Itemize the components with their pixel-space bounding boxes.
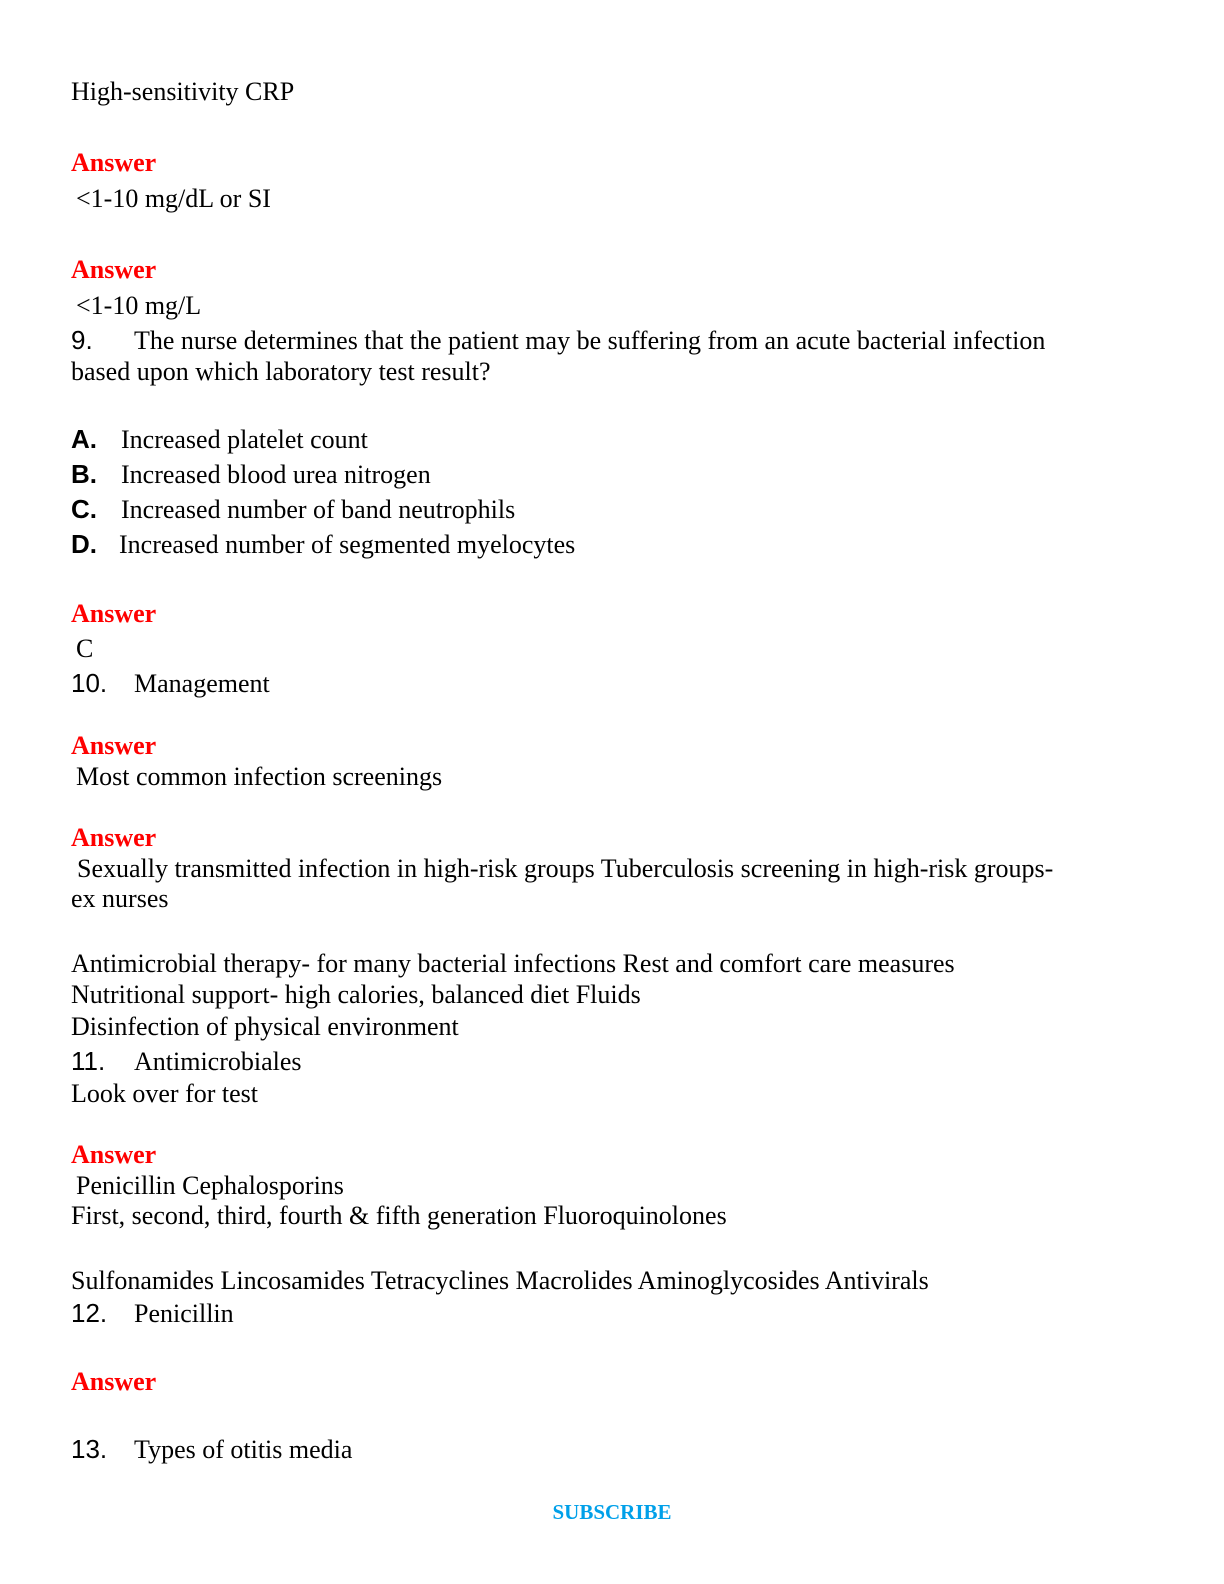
- question-number: 9.: [71, 325, 93, 355]
- question-10: [71, 668, 270, 699]
- option-letter: A.: [71, 424, 97, 454]
- management-note: Antimicrobial therapy- for many bacterial infections Rest and comfort care measures: [71, 949, 955, 978]
- answer-label: Answer: [71, 1140, 157, 1169]
- answer-label: Answer: [71, 731, 157, 760]
- answer-text: Sexually transmitted infection in high-risk groups Tuberculosis screening in high-risk groups-: [77, 854, 1054, 883]
- question-number: 11.: [71, 1046, 106, 1076]
- question-text: Penicillin: [134, 1299, 234, 1328]
- management-note: Nutritional support- high calories, balanced diet Fluids: [71, 980, 641, 1009]
- question-12: [71, 1298, 234, 1329]
- question-number: 13.: [71, 1434, 108, 1464]
- option-text: Increased number of band neutrophils: [121, 495, 516, 524]
- answer-text-continued: Sulfonamides Lincosamides Tetracyclines Macrolides Aminoglycosides Antivirals: [71, 1266, 929, 1295]
- question-note: Look over for test: [71, 1079, 259, 1108]
- management-note: Disinfection of physical environment: [71, 1012, 459, 1041]
- option-c: [71, 494, 515, 525]
- option-letter: C.: [71, 494, 97, 524]
- question-number: 10.: [71, 668, 108, 698]
- question-13: [71, 1434, 352, 1465]
- question-text: Antimicrobiales: [134, 1047, 302, 1076]
- answer-label: Answer: [71, 255, 157, 284]
- option-letter: D.: [71, 529, 97, 559]
- question-9: [71, 325, 1045, 356]
- question-text: Management: [134, 669, 270, 698]
- question-number: 12.: [71, 1298, 108, 1328]
- answer-text: <1-10 mg/L: [76, 291, 202, 320]
- answer-label: Answer: [71, 148, 157, 177]
- question-text: Types of otitis media: [134, 1435, 353, 1464]
- option-a: [71, 424, 368, 455]
- question-11: [71, 1046, 302, 1077]
- subscribe-link[interactable]: SUBSCRIBE: [552, 1500, 672, 1524]
- answer-label: Answer: [71, 823, 157, 852]
- question-text-continued: based upon which laboratory test result?: [71, 357, 491, 386]
- option-d: [71, 529, 575, 560]
- option-text: Increased number of segmented myelocytes: [119, 530, 576, 559]
- answer-text: <1-10 mg/dL or SI: [76, 184, 271, 213]
- answer-text: Most common infection screenings: [76, 762, 443, 791]
- answer-text-continued: ex nurses: [71, 884, 169, 913]
- question-text: The nurse determines that the patient may be suffering from an acute bacterial infection: [134, 326, 1046, 355]
- answer-label: Answer: [71, 599, 157, 628]
- answer-text: C: [76, 634, 94, 663]
- answer-text-continued: First, second, third, fourth & fifth generation Fluoroquinolones: [71, 1201, 727, 1230]
- answer-label: Answer: [71, 1367, 157, 1396]
- heading-line: High-sensitivity CRP: [71, 77, 295, 106]
- option-letter: B.: [71, 459, 97, 489]
- answer-text: Penicillin Cephalosporins: [76, 1171, 344, 1200]
- option-text: Increased platelet count: [121, 425, 368, 454]
- option-text: Increased blood urea nitrogen: [121, 460, 431, 489]
- option-b: [71, 459, 431, 490]
